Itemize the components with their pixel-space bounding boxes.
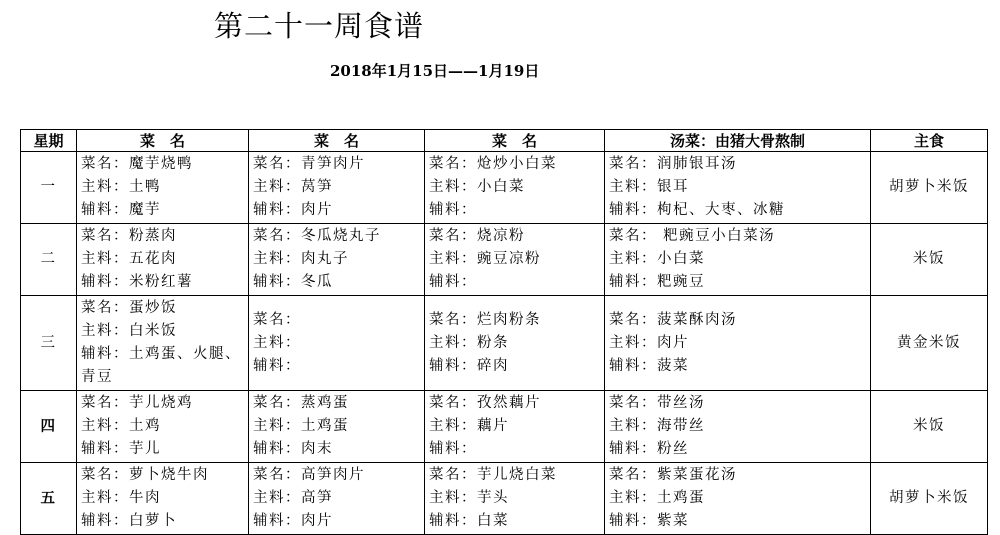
- weekday-cell: 四: [21, 391, 77, 463]
- page-title: 第二十一周食谱: [214, 9, 425, 43]
- dish-name: 菜名：魔芋烧鸭: [81, 156, 193, 172]
- soup-main-ingredient: 主料：小白菜: [609, 251, 705, 267]
- dish-name: 菜名：蛋炒饭: [81, 300, 177, 316]
- table-row: [21, 224, 988, 296]
- header-dish-2: 菜 名: [249, 130, 425, 152]
- dish-main-ingredient: 主料：土鸡蛋: [253, 418, 349, 434]
- staple-cell: 胡萝卜米饭: [871, 152, 988, 224]
- staple-cell: 胡萝卜米饭: [871, 463, 988, 535]
- weekday-cell: 三: [21, 296, 77, 391]
- dish-aux-ingredient: 辅料：: [253, 357, 301, 374]
- table-header-row: [21, 130, 988, 152]
- dish-name: 菜名：蒸鸡蛋: [253, 395, 349, 411]
- soup-main-ingredient: 主料：银耳: [609, 179, 689, 195]
- table-row: [21, 152, 988, 224]
- dish-main-ingredient: 主料：五花肉: [81, 251, 177, 267]
- weekly-menu-table: [20, 129, 988, 535]
- soup-main-ingredient: 主料：土鸡蛋: [609, 490, 705, 506]
- soup-aux-ingredient: 辅料：粉丝: [609, 441, 689, 457]
- dish-cell: [425, 391, 605, 463]
- soup-cell: [605, 463, 871, 535]
- weekday-cell: 五: [21, 463, 77, 535]
- soup-name: 菜名：润肺银耳汤: [609, 156, 737, 172]
- soup-cell: [605, 296, 871, 391]
- dish-main-ingredient: 主料：莴笋: [253, 179, 333, 195]
- staple-cell: 黄金米饭: [871, 296, 988, 391]
- dish-aux-ingredient: 辅料：: [429, 441, 477, 457]
- date-range: 2018年1月15日——1月19日: [330, 62, 540, 80]
- dish-cell: [425, 224, 605, 296]
- dish-aux-ingredient: 辅料：白萝卜: [81, 513, 177, 529]
- dish-cell: [425, 152, 605, 224]
- dish-name: 菜名：: [253, 311, 301, 328]
- header-dish-1: 菜 名: [77, 130, 249, 152]
- dish-cell: [77, 152, 249, 224]
- dish-main-ingredient: 主料：芋头: [429, 490, 509, 506]
- dish-aux-ingredient: 辅料：: [429, 274, 477, 290]
- dish-main-ingredient: 主料：土鸡: [81, 418, 161, 434]
- dish-name: 菜名：芋儿烧白菜: [429, 467, 557, 483]
- dish-aux-ingredient: 辅料：魔芋: [81, 202, 161, 218]
- soup-cell: [605, 391, 871, 463]
- dish-main-ingredient: 主料：豌豆凉粉: [429, 251, 541, 267]
- dish-name: 菜名：孜然藕片: [429, 395, 541, 411]
- dish-cell: [425, 296, 605, 391]
- dish-aux-ingredient: 辅料：土鸡蛋、火腿、 青豆: [81, 346, 250, 385]
- staple-cell: 米饭: [871, 224, 988, 296]
- dish-main-ingredient: 主料：藕片: [429, 418, 509, 434]
- dish-main-ingredient: 主料：肉丸子: [253, 251, 349, 267]
- dish-cell: [249, 463, 425, 535]
- dish-aux-ingredient: 辅料：白菜: [429, 513, 509, 529]
- weekday-cell: 一: [21, 152, 77, 224]
- dish-main-ingredient: 主料：粉条: [429, 334, 509, 351]
- dish-aux-ingredient: 辅料：米粉红薯: [81, 274, 193, 290]
- dish-aux-ingredient: 辅料：肉片: [253, 513, 333, 529]
- dish-name: 菜名：芋儿烧鸡: [81, 395, 193, 411]
- dish-name: 菜名：青笋肉片: [253, 156, 365, 172]
- dish-name: 菜名：烧凉粉: [429, 228, 525, 244]
- dish-cell: [425, 463, 605, 535]
- dish-cell: [77, 391, 249, 463]
- dish-main-ingredient: 主料：牛肉: [81, 490, 161, 506]
- dish-main-ingredient: 主料：土鸭: [81, 179, 161, 195]
- soup-name: 菜名：菠菜酥肉汤: [609, 311, 737, 328]
- soup-main-ingredient: 主料：海带丝: [609, 418, 705, 434]
- soup-name: 菜名：带丝汤: [609, 395, 705, 411]
- soup-aux-ingredient: 辅料：紫菜: [609, 513, 689, 529]
- dish-cell: [249, 224, 425, 296]
- dish-cell: [249, 152, 425, 224]
- dish-aux-ingredient: 辅料：芋儿: [81, 441, 161, 457]
- dish-aux-ingredient: 辅料：肉末: [253, 441, 333, 457]
- table-row: [21, 296, 988, 391]
- staple-cell: 米饭: [871, 391, 988, 463]
- soup-aux-ingredient: 辅料：菠菜: [609, 357, 689, 374]
- dish-cell: [249, 296, 425, 391]
- dish-name: 菜名：冬瓜烧丸子: [253, 228, 381, 244]
- dish-main-ingredient: 主料：小白菜: [429, 179, 525, 195]
- dish-aux-ingredient: 辅料：: [429, 202, 477, 218]
- dish-cell: [77, 463, 249, 535]
- dish-name: 菜名：萝卜烧牛肉: [81, 467, 209, 483]
- dish-main-ingredient: 主料：白米饭: [81, 323, 177, 339]
- soup-cell: [605, 224, 871, 296]
- header-staple: 主食: [871, 130, 988, 152]
- soup-aux-ingredient: 辅料：粑豌豆: [609, 274, 705, 290]
- dish-name: 菜名：炝炒小白菜: [429, 156, 557, 172]
- header-weekday: 星期: [21, 130, 77, 152]
- soup-main-ingredient: 主料：肉片: [609, 334, 689, 351]
- dish-main-ingredient: 主料：: [253, 334, 301, 351]
- table-row: [21, 391, 988, 463]
- dish-cell: [77, 296, 249, 391]
- dish-main-ingredient: 主料：高笋: [253, 490, 333, 506]
- dish-cell: [249, 391, 425, 463]
- dish-cell: [77, 224, 249, 296]
- soup-name: 菜名： 粑豌豆小白菜汤: [609, 228, 776, 244]
- dish-aux-ingredient: 辅料：碎肉: [429, 357, 509, 374]
- dish-aux-ingredient: 辅料：肉片: [253, 202, 333, 218]
- table-row: [21, 463, 988, 535]
- dish-name: 菜名：烂肉粉条: [429, 311, 541, 328]
- soup-aux-ingredient: 辅料：枸杞、大枣、冰糖: [609, 202, 785, 218]
- soup-cell: [605, 152, 871, 224]
- dish-name: 菜名：粉蒸肉: [81, 228, 177, 244]
- dish-aux-ingredient: 辅料：冬瓜: [253, 274, 333, 290]
- soup-name: 菜名：紫菜蛋花汤: [609, 467, 737, 483]
- weekday-cell: 二: [21, 224, 77, 296]
- dish-name: 菜名：高笋肉片: [253, 467, 365, 483]
- header-soup: 汤菜：由猪大骨熬制: [605, 130, 871, 152]
- header-dish-3: 菜 名: [425, 130, 605, 152]
